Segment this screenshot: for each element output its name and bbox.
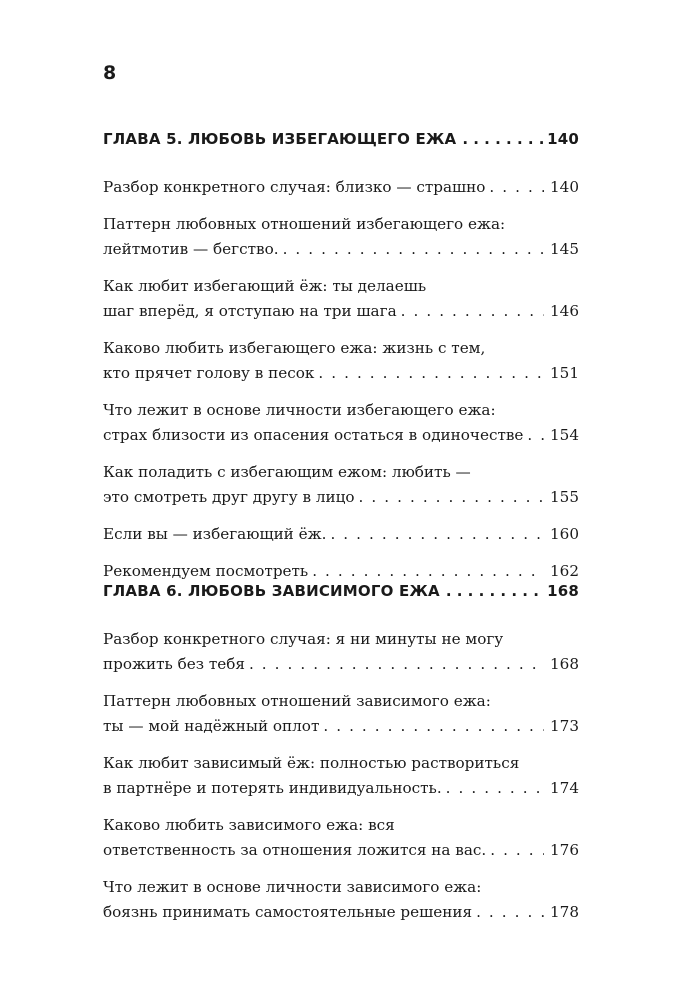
entry-text-line2: прожить без тебя	[103, 655, 245, 673]
entry-text-line2: в партнёре и потерять индивидуальность.	[103, 779, 442, 797]
toc-entry[interactable]	[103, 813, 579, 863]
entry-page: 178	[550, 903, 579, 921]
leader-dots	[249, 652, 544, 677]
entry-text-line1: Каково любить избегающего ежа: жизнь с тем,	[103, 339, 486, 357]
entry-text-line1: Как любит избегающий ёж: ты делаешь	[103, 277, 427, 295]
chapter-5-section	[103, 128, 579, 596]
toc-entry[interactable]	[103, 522, 579, 547]
entry-text-line1: Как поладить с избегающим ежом: любить —	[103, 463, 471, 481]
entry-page: 174	[550, 779, 579, 797]
entry-text: Рекомендуем посмотреть	[103, 562, 309, 580]
leader-dots	[359, 485, 544, 510]
entry-text-line2: шаг вперёд, я отступаю на три шага	[103, 302, 397, 320]
entry-text-line1: Разбор конкретного случая: я ни минуты не могу	[103, 630, 504, 648]
entry-text-line1: Паттерн любовных отношений зависимого ежа:	[103, 692, 491, 710]
entry-text-line2: лейтмотив — бегство.	[103, 240, 279, 258]
chapter-page: 168	[547, 582, 579, 600]
toc-entry[interactable]	[103, 212, 579, 262]
leader-dots	[462, 128, 543, 150]
leader-dots	[489, 175, 544, 200]
leader-dots	[490, 838, 544, 863]
entry-page: 146	[550, 302, 579, 320]
entry-page: 140	[550, 178, 579, 196]
leader-dots	[330, 522, 544, 547]
leader-dots	[283, 237, 544, 262]
leader-dots	[476, 900, 544, 925]
chapter-heading[interactable]	[103, 580, 579, 602]
entry-page: 160	[550, 525, 579, 543]
leader-dots	[446, 776, 544, 801]
entry-text-line1: Как любит зависимый ёж: полностью раствориться	[103, 754, 520, 772]
entry-page: 151	[550, 364, 579, 382]
entry-page: 176	[550, 841, 579, 859]
entry-text-line2: боязнь принимать самостоятельные решения	[103, 903, 473, 921]
chapter-title: ГЛАВА 5. ЛЮБОВЬ ИЗБЕГАЮЩЕГО ЕЖА	[103, 130, 457, 148]
entry-page: 168	[550, 655, 579, 673]
entry-text-line2: ответственность за отношения ложится на вас.	[103, 841, 487, 859]
entry-page: 155	[550, 488, 579, 506]
toc-entry[interactable]	[103, 875, 579, 925]
entry-text: Разбор конкретного случая: близко — страшно	[103, 178, 486, 196]
toc-entry[interactable]	[103, 274, 579, 324]
entry-text: Если вы — избегающий ёж.	[103, 525, 327, 543]
entry-page: 145	[550, 240, 579, 258]
leader-dots	[401, 299, 544, 324]
toc-entry[interactable]	[103, 460, 579, 510]
entry-text-line1: Что лежит в основе личности избегающего ежа:	[103, 401, 496, 419]
leader-dots	[318, 361, 544, 386]
toc-entry[interactable]	[103, 627, 579, 677]
chapter-title: ГЛАВА 6. ЛЮБОВЬ ЗАВИСИМОГО ЕЖА	[103, 582, 440, 600]
chapter-page: 140	[547, 130, 579, 148]
entry-text-line2: ты — мой надёжный оплот	[103, 717, 320, 735]
entry-text-line2: это смотреть друг другу в лицо	[103, 488, 355, 506]
entry-text-line1: Что лежит в основе личности зависимого ежа:	[103, 878, 482, 896]
entry-page: 154	[550, 426, 579, 444]
entry-page: 162	[550, 562, 579, 580]
entry-page: 173	[550, 717, 579, 735]
leader-dots	[323, 714, 544, 739]
chapter-heading[interactable]	[103, 128, 579, 150]
toc-entry[interactable]	[103, 175, 579, 200]
toc-entry[interactable]	[103, 689, 579, 739]
leader-dots	[527, 423, 544, 448]
page-number: 8	[103, 62, 117, 84]
toc-entry[interactable]	[103, 336, 579, 386]
leader-dots	[446, 580, 543, 602]
toc-entry[interactable]	[103, 398, 579, 448]
entry-text-line1: Каково любить зависимого ежа: вся	[103, 816, 395, 834]
chapter-6-section	[103, 580, 579, 937]
toc-entry[interactable]	[103, 751, 579, 801]
entry-text-line1: Паттерн любовных отношений избегающего ежа:	[103, 215, 506, 233]
entry-text-line2: кто прячет голову в песок	[103, 364, 315, 382]
entry-text-line2: страх близости из опасения остаться в одиночестве	[103, 426, 524, 444]
